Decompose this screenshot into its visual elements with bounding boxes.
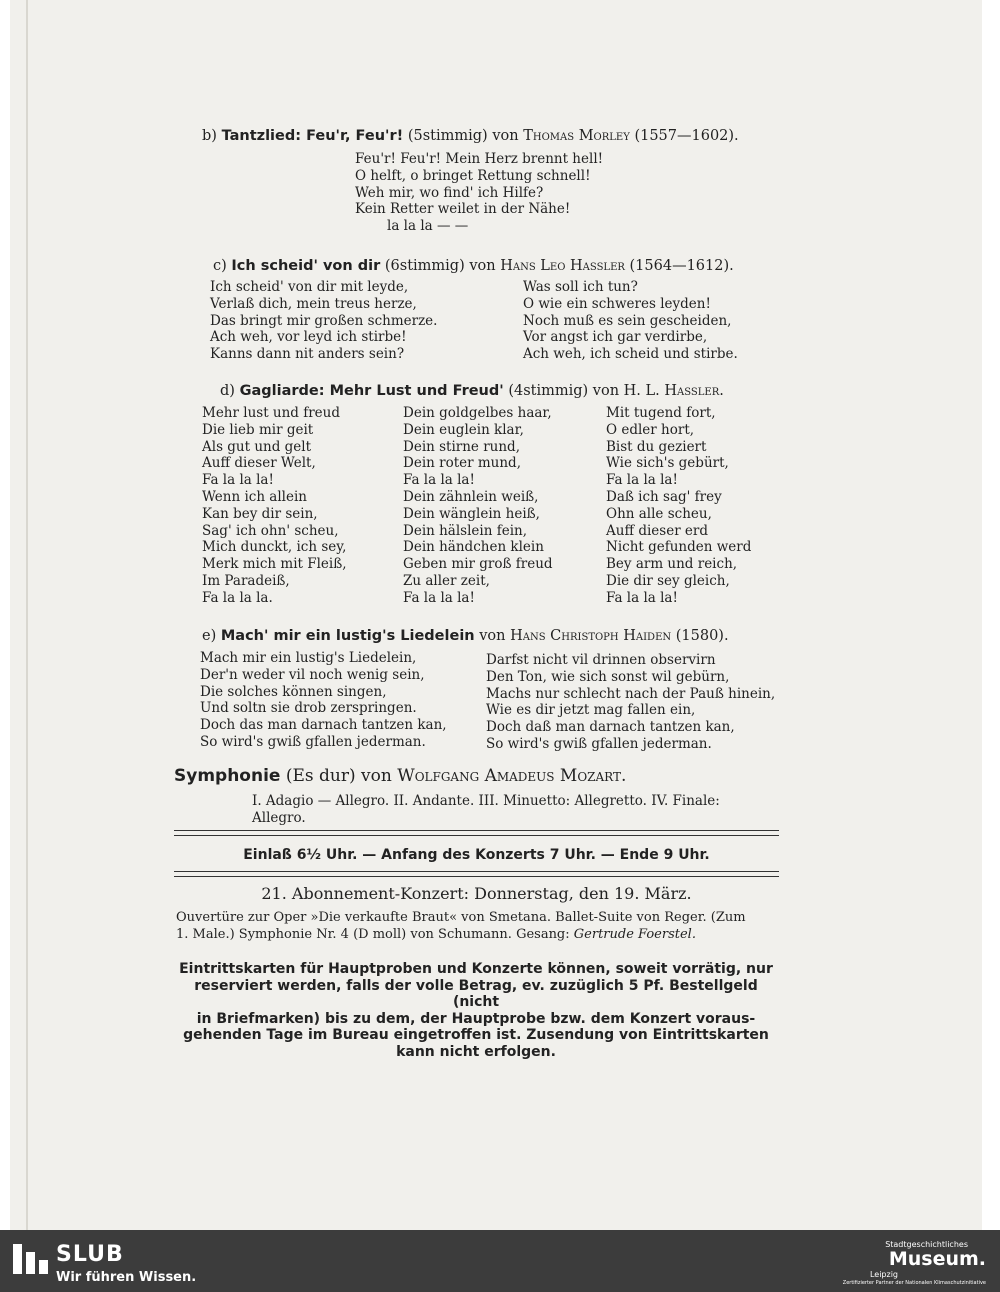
museum-name: Museum. (888, 1248, 986, 1270)
footer-bar (0, 1230, 1000, 1292)
symphony-movements: I. Adagio — Allegro. II. Andante. III. Minuetto: Allegretto. IV. Finale: Allegro. (252, 793, 720, 826)
section-d-heading: d) Gagliarde: Mehr Lust und Freud' (4stimmig) von H. L. Hassler. (220, 383, 724, 399)
museum-certification: Zertifizierter Partner der Nationalen Klimaschutzinitiative (842, 1280, 986, 1286)
concert-timing: Einlaß 6½ Uhr. — Anfang des Konzerts 7 Uhr. — Ende 9 Uhr. (243, 847, 710, 863)
library-name: SLUB (56, 1242, 124, 1267)
section-d-lyrics-col2: Dein goldgelbes haar, Dein euglein klar, Dein stirne rund, Dein roter mund, Fa la la la! Dein zähnlein weiß, Dein wänglein heiß, Dein hälslein fein, Dein händchen klein Geben mir groß freud Zu aller zeit, Fa la la la! (403, 405, 553, 606)
next-concert-program: Ouvertüre zur Oper »Die verkaufte Braut« von Smetana. Ballet-Suite von Reger. (Zum 1. Male.) Symphonie Nr. 4 (D moll) von Schumann. Gesang: Gertrude Foerstel. (176, 910, 746, 942)
section-e-lyrics-left: Mach mir ein lustig's Liedelein, Der'n weder vil noch wenig sein, Die solches können singen, Und soltn sie drob zerspringen. Doch das man darnach tantzen kan, So wird's gwiß gfallen jederman. (200, 650, 447, 750)
slub-logo-icon (13, 1244, 51, 1274)
divider-top-2 (174, 835, 779, 836)
section-d-lyrics-col3: Mit tugend fort, O edler hort, Bist du geziert Wie sich's gebürt, Fa la la la! Daß ich sag' frey Ohn alle scheu, Auff dieser erd Nicht gefunden werd Bey arm und reich, Die dir sey gleich, Fa la la la! (606, 405, 752, 606)
library-tagline: Wir führen Wissen. (56, 1270, 197, 1285)
section-c-lyrics-right: Was soll ich tun? O wie ein schweres leyden! Noch muß es sein gescheiden, Vor angst ich gar verdirbe, Ach weh, ich scheid und stirbe. (523, 279, 738, 363)
divider-bottom-1 (174, 871, 779, 872)
section-c-lyrics-left: Ich scheid' von dir mit leyde, Verlaß dich, mein treus herze, Das bringt mir großen schmerze. Ach weh, vor leyd ich stirbe! Kanns dann nit anders sein? (210, 279, 438, 363)
next-concert-title: 21. Abonnement-Konzert: Donnerstag, den 19. März. (261, 884, 692, 903)
section-c-heading: c) Ich scheid' von dir (6stimmig) von Hans Leo Hassler (1564—1612). (213, 258, 734, 274)
symphony-heading: Symphonie (Es dur) von Wolfgang Amadeus Mozart. (174, 766, 627, 786)
museum-city: Leipzig (869, 1270, 898, 1279)
ticket-notice: Eintrittskarten für Hauptproben und Konzerte können, soweit vorrätig, nur reserviert werden, falls der volle Betrag, ev. zuzüglich 5 Pf. Bestellgeld (nicht in Briefmarken) bis zu dem, der Hauptprobe bzw. dem Konzert voraus- gehenden Tage im Bureau eingetroffen ist. Zusendung von Eintrittskarten kann nicht erfolgen. (179, 961, 773, 1060)
divider-top-1 (174, 830, 779, 831)
section-e-heading: e) Mach' mir ein lustig's Liedelein von Hans Christoph Haiden (1580). (202, 628, 729, 644)
divider-bottom-2 (174, 876, 779, 877)
section-d-lyrics-col1: Mehr lust und freud Die lieb mir geit Als gut und gelt Auff dieser Welt, Fa la la la! Wenn ich allein Kan bey dir sein, Sag' ich ohn' scheu, Mich dunckt, ich sey, Merk mich mit Fleiß, Im Paradeiß, Fa la la la. (202, 405, 347, 606)
museum-subtitle: Stadtgeschichtliches (885, 1240, 968, 1249)
section-b-lyrics: Feu'r! Feu'r! Mein Herz brennt hell! O helft, o bringet Rettung schnell! Weh mir, wo find' ich Hilfe? Kein Retter weilet in der Nähe! la la la — — (355, 151, 604, 235)
section-b-heading: b) Tantzlied: Feu'r, Feu'r! (5stimmig) von Thomas Morley (1557—1602). (202, 128, 739, 144)
section-e-lyrics-right: Darfst nicht vil drinnen observirn Den Ton, wie sich sonst wil gebürn, Machs nur schlecht nach der Pauß hinein, Wie es dir jetzt mag fallen ein, Doch daß man darnach tantzen kan, So wird's gwiß gfallen jederman. (486, 652, 776, 752)
